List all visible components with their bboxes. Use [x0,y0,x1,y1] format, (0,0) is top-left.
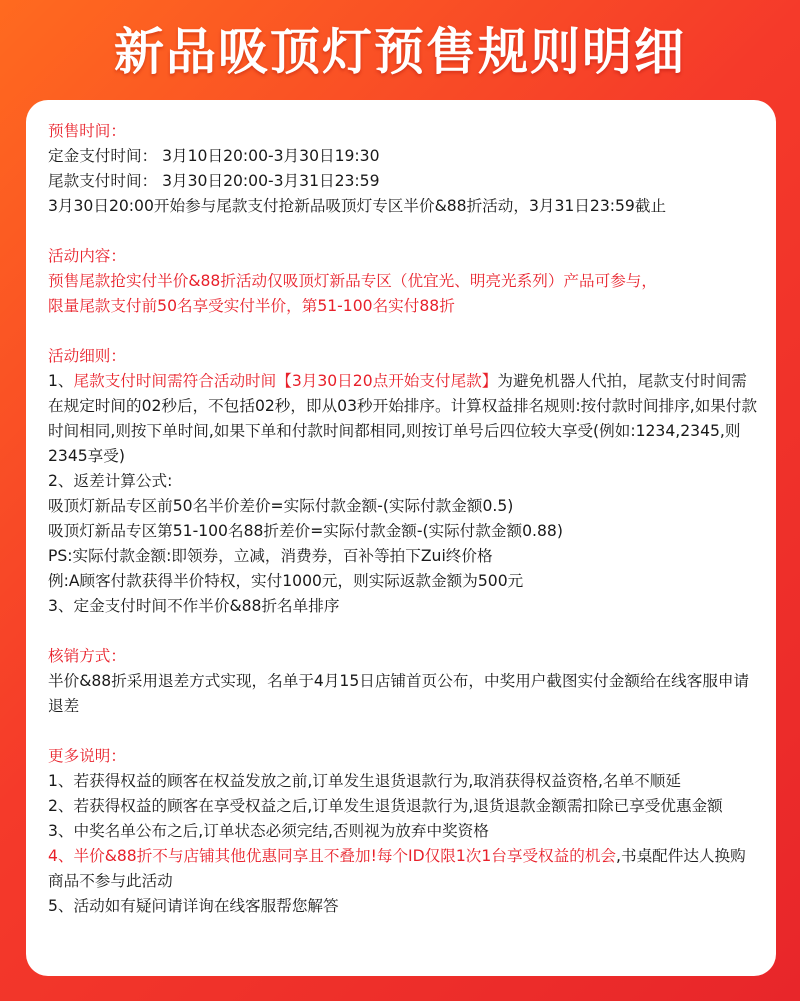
formula-half-price: 吸顶灯新品专区前50名半价差价=实际付款金额-(实际付款金额0.5) [48,497,514,515]
content-heading: 活动内容： [48,247,126,265]
more-item-4-text: ,书桌配件达人换购商品不参与此活动 [48,847,746,890]
formula-88-discount: 吸顶灯新品专区第51-100名88折差价=实际付款金额-(实际付款金额0.88) [48,522,563,540]
page-title: 新品吸顶灯预售规则明细 [114,23,686,81]
redeem-text: 半价&88折采用退差方式实现，名单于4月15日店铺首页公布，中奖用户截图实付金额给在线客服申请退差 [48,672,750,715]
content-line-1: 预售尾款抢实付半价&88折活动仅吸顶灯新品专区（优宜光、明亮光系列）产品可参与， [48,272,657,290]
more-item-3: 3、中奖名单公布之后,订单状态必须完结,否则视为放弃中奖资格 [48,822,489,840]
presale-note: 3月30日20:00开始参与尾款支付抢新品吸顶灯专区半价&88折活动，3月31日23:59截止 [48,197,667,215]
details-item-3: 3、定金支付时间不作半价&88折名单排序 [48,597,340,615]
details-item-1-highlight: 尾款支付时间需符合活动时间【3月30日20点开始支付尾款】 [73,372,498,390]
more-item-4-highlight: 半价&88折不与店铺其他优惠同享且不叠加!每个ID仅限1次1台享受权益的机会 [73,847,617,865]
example-note: 例:A顾客付款获得半价特权，实付1000元，则实际返款金额为500元 [48,572,524,590]
content-line-2: 限量尾款支付前50名享受实付半价，第51-100名实付88折 [48,297,455,315]
presale-heading: 预售时间： [48,122,126,140]
redeem-heading: 核销方式： [48,647,126,665]
ps-note: PS:实际付款金额:即领券，立减，消费券，百补等拍下Zui终价格 [48,547,493,565]
details-item-1-text: 为避免机器人代拍，尾款支付时间需在规定时间的02秒后，不包括02秒，即从03秒开始排序。计算权益排名规则:按付款时间排序,如果付款时间相同,则按下单时间,如果下单和付款时间都相同,则按订单号后四位较大享受(例如:1234,2345,则2345享受) [48,372,758,465]
final-payment-time: 尾款支付时间： 3月30日20:00-3月31日23:59 [48,172,380,190]
more-item-2: 2、若获得权益的顾客在享受权益之后,订单发生退货退款行为,退货退款金额需扣除已享受优惠金额 [48,797,723,815]
more-item-4 [48,844,760,894]
deposit-time: 定金支付时间： 3月10日20:00-3月30日19:30 [48,147,380,165]
details-heading: 活动细则： [48,347,126,365]
more-item-4-prefix: 4、 [48,847,74,865]
details-item-2: 2、返差计算公式: [48,472,173,490]
more-heading: 更多说明： [48,747,126,765]
more-item-1: 1、若获得权益的顾客在权益发放之前,订单发生退货退款行为,取消获得权益资格,名单不顺延 [48,772,681,790]
more-item-5: 5、活动如有疑问请详询在线客服帮您解答 [48,897,339,915]
rules-card [26,100,776,976]
details-item-1-prefix: 1、 [48,372,74,390]
details-item-1 [48,369,760,469]
rules-content [48,119,760,919]
